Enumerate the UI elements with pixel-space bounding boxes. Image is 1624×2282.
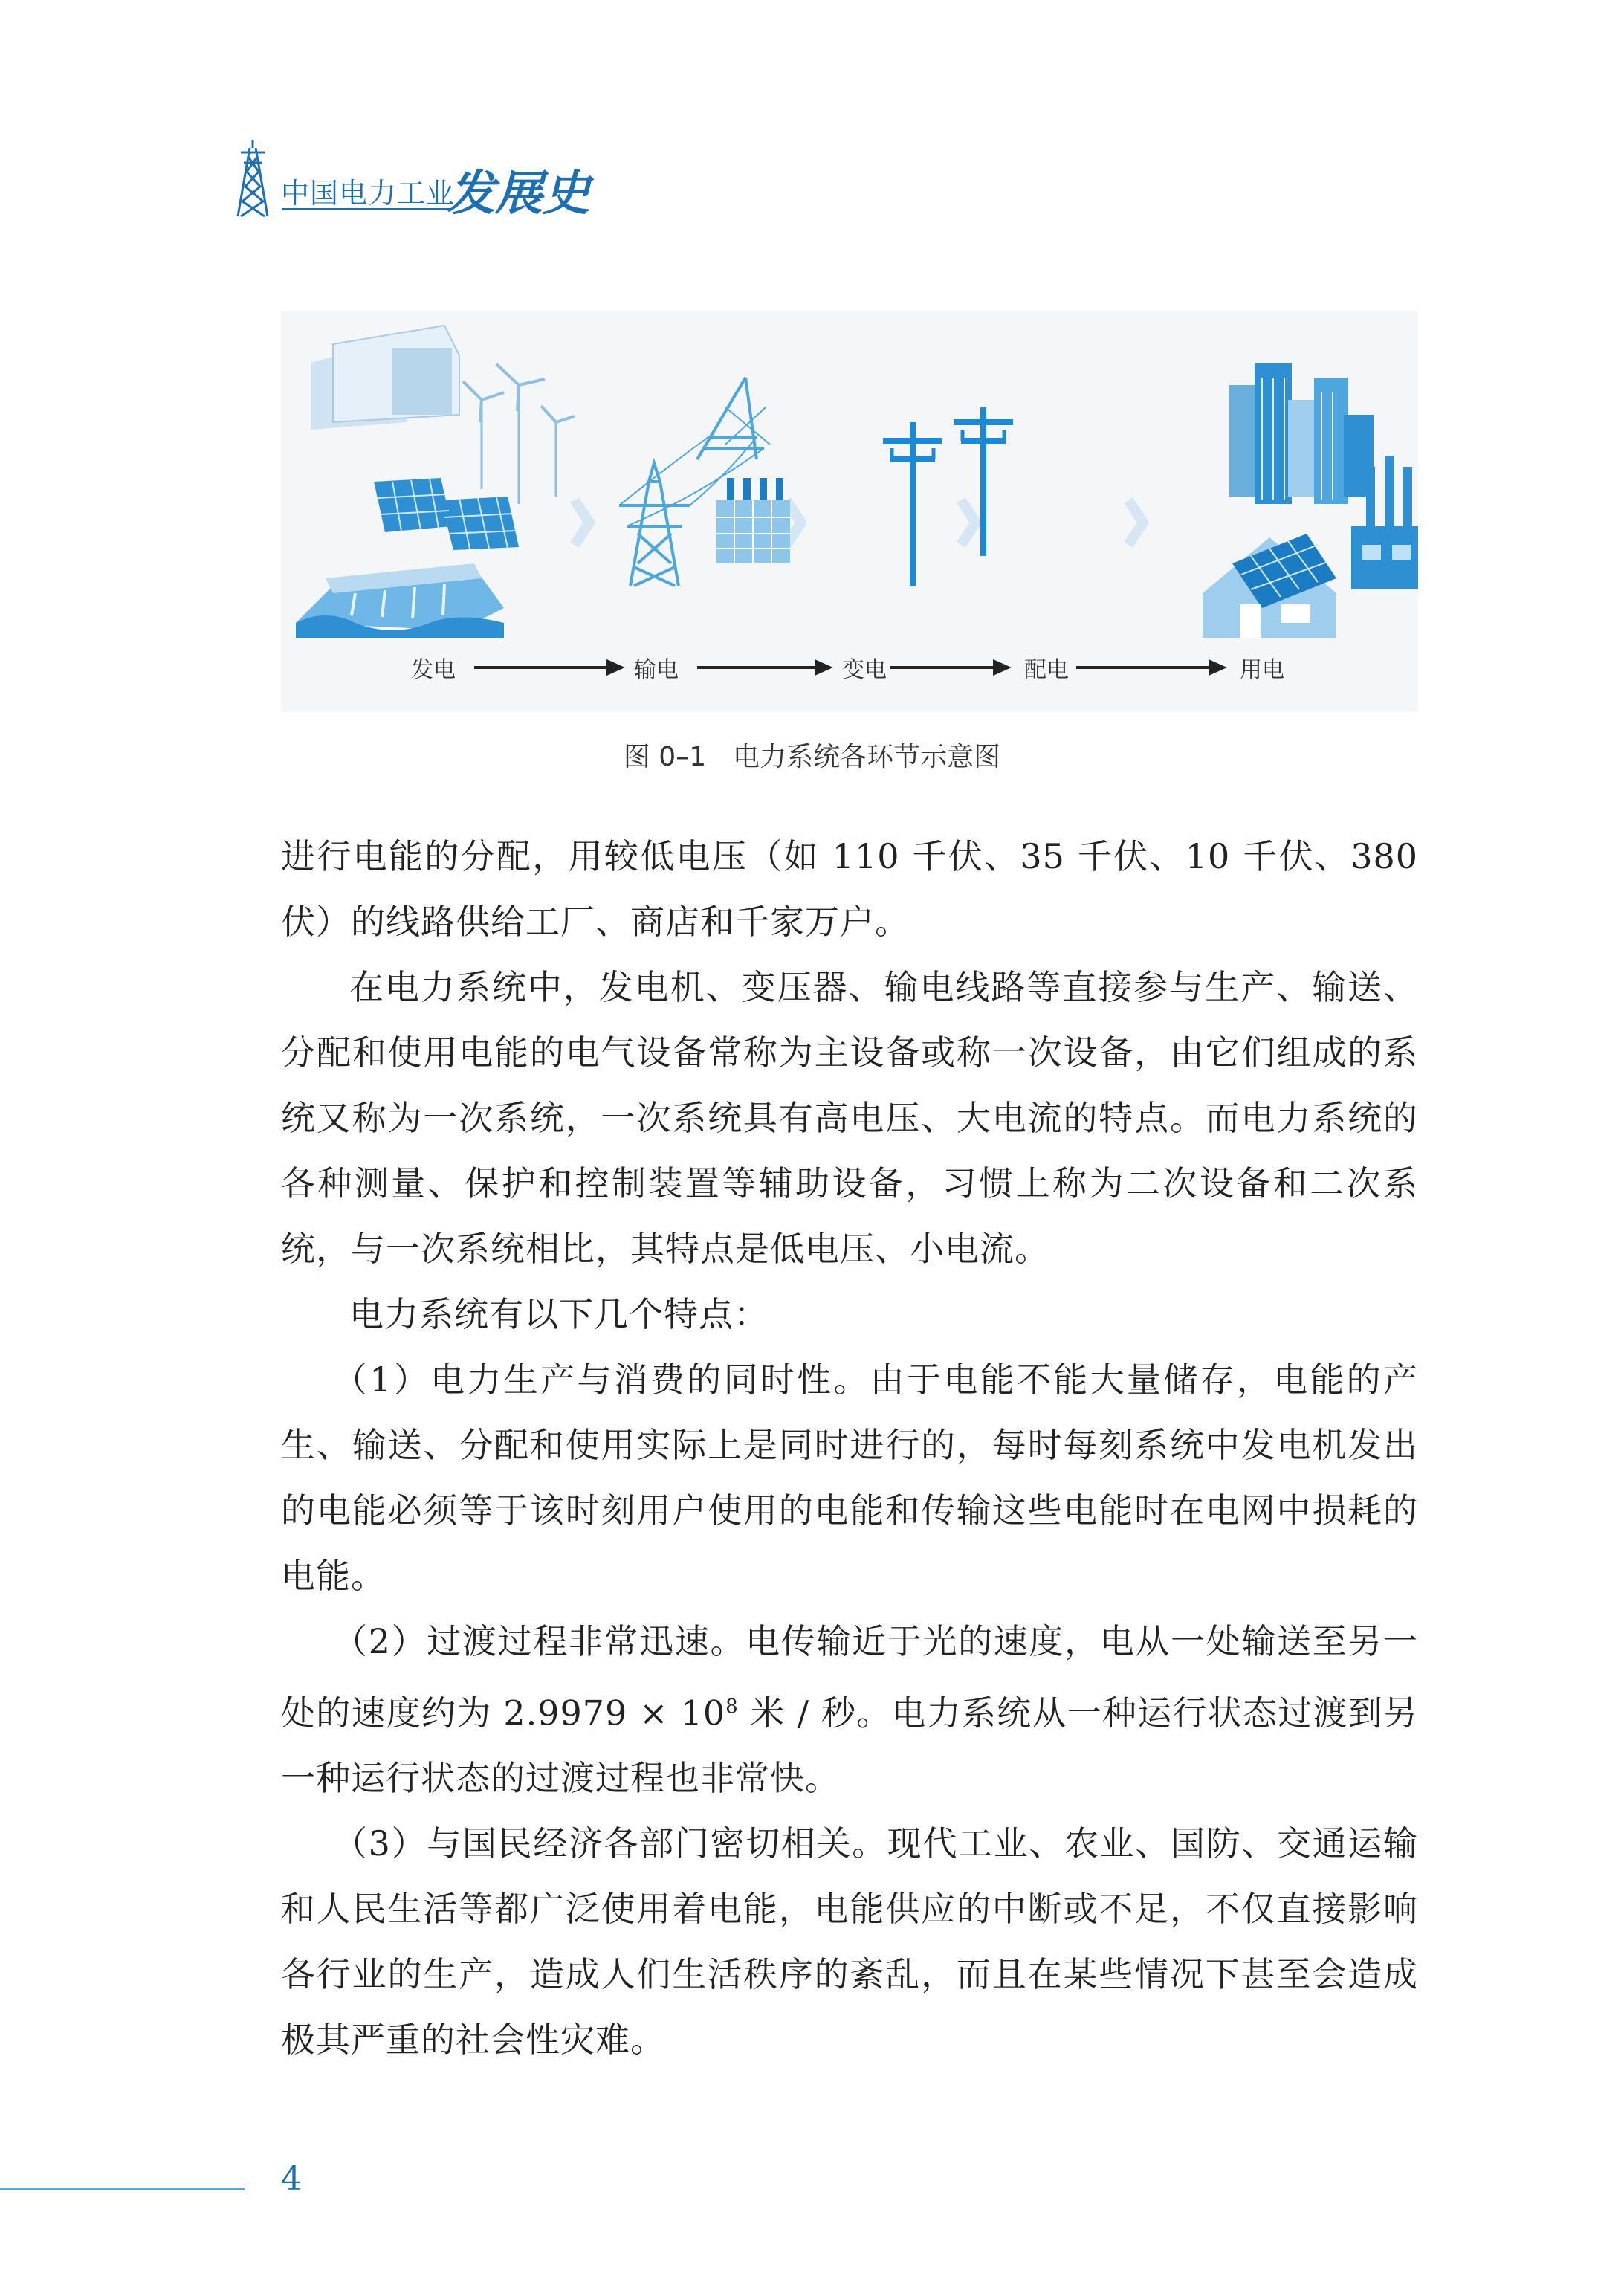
transmission-tower-icon (230, 138, 275, 219)
stage-label-distribution: 配电 (1024, 657, 1069, 683)
body-text (281, 824, 1418, 2072)
book-title-script: 发展史 (447, 166, 590, 222)
speed-text-before: （2）过渡过程非常迅速。电传输近于光的速度，电从一处输送至另一处的速度约为 2.9979 × 10 (281, 1621, 1418, 1733)
power-system-figure (281, 311, 1418, 712)
stage-label-generation: 发电 (411, 657, 456, 683)
book-title: 中国电力工业 (281, 177, 456, 210)
figure-caption: 图 0–1 电力系统各环节示意图 (623, 742, 1001, 772)
paragraph-features-intro: 电力系统有以下几个特点： (349, 1294, 769, 1334)
footer-rule (0, 2188, 245, 2190)
stage-label-transformation: 变电 (842, 657, 887, 683)
consumption-illustration (1203, 363, 1418, 638)
paragraph-continuation: 进行电能的分配，用较低电压（如 110 千伏、35 千伏、10 千伏、380 伏）的线路供给工厂、商店和千家万户。 (281, 836, 1418, 942)
substation-illustration (716, 478, 790, 563)
list-item-simultaneity: （1）电力生产与消费的同时性。由于电能不能大量储存，电能的产生、输送、分配和使用实际上是同时进行的，每时每刻系统中发电机发出的电能必须等于该时刻用户使用的电能和传输这些电能时在电网中损耗的电能。 (281, 1360, 1418, 1596)
paragraph-primary-equipment: 在电力系统中，发电机、变压器、输电线路等直接参与生产、输送、分配和使用电能的电气设备常称为主设备或称一次设备，由它们组成的系统又称为一次系统，一次系统具有高电压、大电流的特点。而电力系统的各种测量、保护和控制装置等辅助设备，习惯上称为二次设备和二次系统，与一次系统相比，其特点是低电压、小电流。 (281, 967, 1418, 1269)
page-number: 4 (281, 2160, 302, 2198)
stage-label-transmission: 输电 (634, 657, 679, 683)
running-header (230, 138, 602, 222)
list-item-transient-speed (281, 1609, 1418, 1811)
generation-illustration (296, 326, 575, 638)
speed-exponent: 8 (725, 1696, 739, 1718)
speed-text-after: 米 / 秒。电力系统从一种运行状态过渡到另一种运行状态的过渡过程也非常快。 (281, 1693, 1418, 1799)
list-item-economy-relation: （3）与国民经济各部门密切相关。现代工业、农业、国防、交通运输和人民生活等都广泛使用着电能，电能供应的中断或不足，不仅直接影响各行业的生产，造成人们生活秩序的紊乱，而且在某些情况下甚至会造成极其严重的社会性灾难。 (281, 1823, 1418, 2060)
distribution-illustration (883, 407, 1013, 586)
stage-label-consumption: 用电 (1240, 657, 1284, 683)
